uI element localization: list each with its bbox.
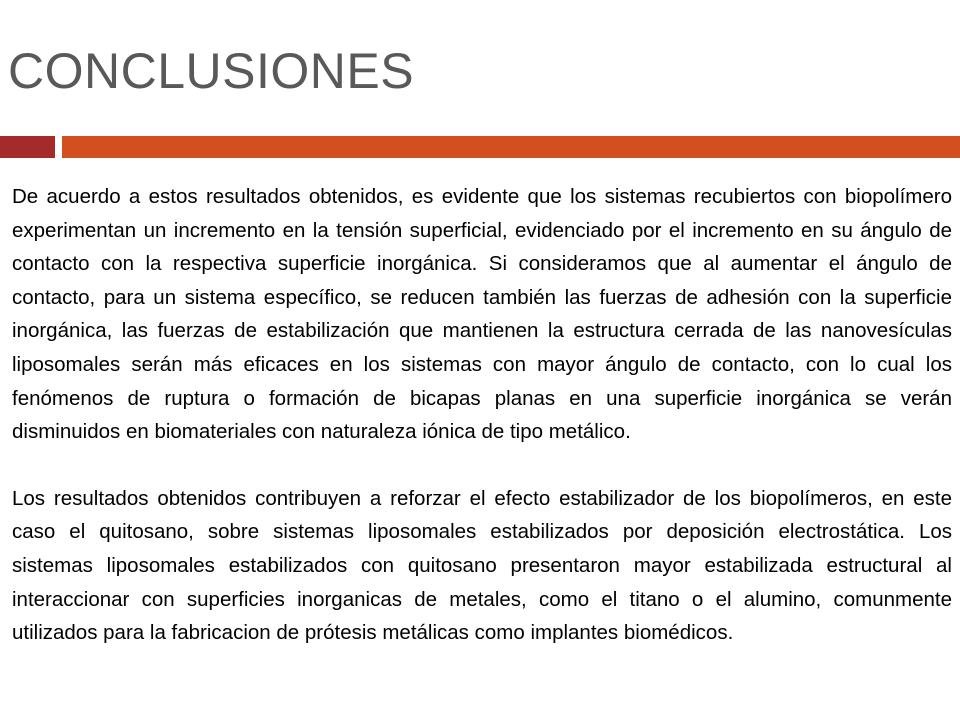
slide-body bbox=[12, 180, 952, 650]
accent-bar-left bbox=[0, 136, 55, 158]
accent-bar-right bbox=[62, 136, 960, 158]
slide-title: CONCLUSIONES bbox=[8, 43, 415, 99]
paragraph-conclusion-2: Los resultados obtenidos contribuyen a reforzar el efecto estabilizador de los biopolímeros, en este caso el quitosano, sobre sistemas liposomales estabilizados por deposición electrostática. Los sistemas liposomales estabilizados con quitosano presentaron mayor estabilizada estructural al interaccionar con superficies inorganicas de metales, como el titano o el alumino, comunmente utilizados para la fabricacion de prótesis metálicas como implantes biomédicos. bbox=[12, 486, 952, 645]
paragraph-conclusion-1: De acuerdo a estos resultados obtenidos, es evidente que los sistemas recubiertos con biopolímero experimentan un incremento en la tensión superficial, evidenciado por el incremento en su ángulo de contacto con la respectiva superficie inorgánica. Si consideramos que al aumentar el ángulo de contacto, para un sistema específico, se reducen también las fuerzas de adhesión con la superficie inorgánica, las fuerzas de estabilización que mantienen la estructura cerrada de las nanovesículas liposomales serán más eficaces en los sistemas con mayor ángulo de contacto, con lo cual los fenómenos de ruptura o formación de bicapas planas en una superficie inorgánica se verán disminuidos en biomateriales con naturaleza iónica de tipo metálico. bbox=[12, 185, 952, 444]
